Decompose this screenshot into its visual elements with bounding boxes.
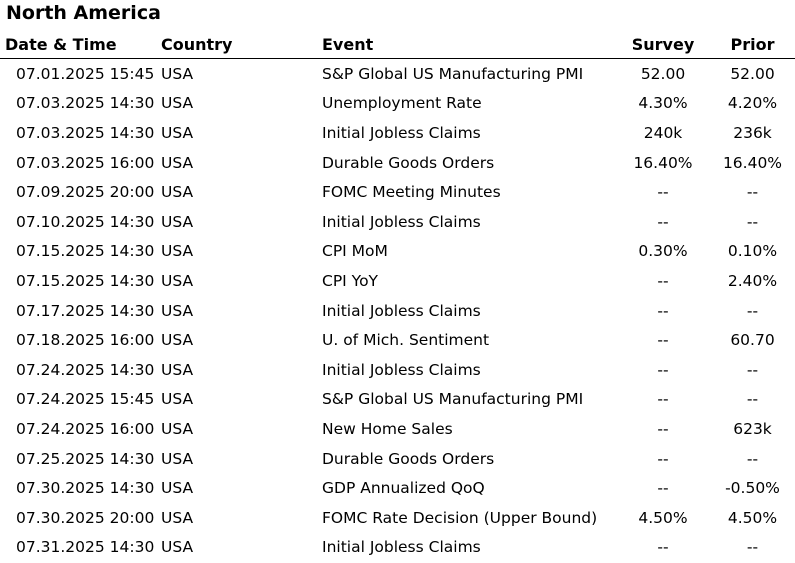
cell-event: New Home Sales bbox=[322, 419, 453, 438]
cell-country: USA bbox=[161, 64, 194, 83]
economic-calendar-table bbox=[0, 30, 795, 562]
cell-country: USA bbox=[161, 419, 194, 438]
cell-event: Initial Jobless Claims bbox=[322, 123, 481, 142]
cell-survey: -- bbox=[657, 212, 669, 231]
cell-country: USA bbox=[161, 183, 194, 202]
table-row bbox=[0, 444, 795, 474]
cell-survey: -- bbox=[657, 419, 669, 438]
cell-event: Initial Jobless Claims bbox=[322, 360, 481, 379]
cell-event: FOMC Meeting Minutes bbox=[322, 183, 501, 202]
cell-survey: -- bbox=[657, 271, 669, 290]
cell-date-time: 07.09.2025 20:00 bbox=[16, 183, 155, 202]
cell-prior: 4.50% bbox=[727, 508, 778, 527]
cell-prior: -- bbox=[746, 212, 759, 231]
cell-date-time: 07.01.2025 15:45 bbox=[16, 64, 155, 83]
cell-prior: -- bbox=[746, 301, 759, 320]
cell-event: S&P Global US Manufacturing PMI bbox=[322, 390, 584, 409]
cell-survey: -- bbox=[657, 360, 669, 379]
cell-survey: -- bbox=[657, 390, 669, 409]
cell-country: USA bbox=[161, 94, 194, 113]
cell-date-time: 07.03.2025 14:30 bbox=[16, 123, 155, 142]
cell-survey: 16.40% bbox=[633, 153, 693, 172]
column-header-event: Event bbox=[316, 30, 616, 59]
cell-country: USA bbox=[161, 331, 194, 350]
column-header-survey: Survey bbox=[616, 30, 710, 59]
cell-date-time: 07.30.2025 20:00 bbox=[16, 508, 155, 527]
cell-country: USA bbox=[161, 271, 194, 290]
table-row bbox=[0, 385, 795, 415]
cell-event: Durable Goods Orders bbox=[322, 153, 495, 172]
cell-country: USA bbox=[161, 360, 194, 379]
cell-date-time: 07.15.2025 14:30 bbox=[16, 271, 155, 290]
cell-event: U. of Mich. Sentiment bbox=[322, 331, 490, 350]
table-row bbox=[0, 503, 795, 533]
table-row bbox=[0, 296, 795, 326]
table-row bbox=[0, 89, 795, 119]
cell-event: FOMC Rate Decision (Upper Bound) bbox=[322, 508, 598, 527]
cell-event: Durable Goods Orders bbox=[322, 449, 495, 468]
cell-country: USA bbox=[161, 242, 194, 261]
cell-survey: 52.00 bbox=[640, 64, 686, 83]
cell-date-time: 07.24.2025 16:00 bbox=[16, 419, 155, 438]
cell-survey: -- bbox=[657, 479, 669, 498]
cell-prior: -0.50% bbox=[725, 479, 780, 498]
cell-date-time: 07.30.2025 14:30 bbox=[16, 479, 155, 498]
cell-prior: 60.70 bbox=[730, 331, 775, 350]
cell-date-time: 07.18.2025 16:00 bbox=[16, 331, 155, 350]
cell-date-time: 07.03.2025 16:00 bbox=[16, 153, 155, 172]
column-header-prior: Prior bbox=[710, 30, 795, 59]
cell-event: Initial Jobless Claims bbox=[322, 538, 481, 557]
cell-prior: -- bbox=[746, 360, 759, 379]
table-row bbox=[0, 207, 795, 237]
cell-prior: 16.40% bbox=[722, 153, 783, 172]
cell-country: USA bbox=[161, 212, 194, 231]
region-title: North America bbox=[6, 2, 161, 24]
cell-prior: 623k bbox=[733, 419, 772, 438]
table-row bbox=[0, 533, 795, 563]
cell-event: CPI YoY bbox=[322, 271, 379, 290]
cell-country: USA bbox=[161, 479, 194, 498]
cell-event: Unemployment Rate bbox=[322, 94, 482, 113]
table-row bbox=[0, 237, 795, 267]
table-row bbox=[0, 59, 795, 89]
cell-event: CPI MoM bbox=[322, 242, 388, 261]
cell-survey: -- bbox=[657, 301, 669, 320]
table-row bbox=[0, 473, 795, 503]
cell-prior: -- bbox=[746, 449, 759, 468]
cell-survey: 4.30% bbox=[638, 94, 688, 113]
cell-survey: 0.30% bbox=[638, 242, 688, 261]
table-header-row bbox=[0, 30, 795, 59]
cell-date-time: 07.03.2025 14:30 bbox=[16, 94, 155, 113]
cell-date-time: 07.17.2025 14:30 bbox=[16, 301, 155, 320]
cell-date-time: 07.24.2025 14:30 bbox=[16, 360, 155, 379]
cell-country: USA bbox=[161, 123, 194, 142]
cell-country: USA bbox=[161, 301, 194, 320]
cell-survey: -- bbox=[657, 538, 669, 557]
cell-prior: -- bbox=[746, 390, 759, 409]
table-row bbox=[0, 118, 795, 148]
cell-survey: 4.50% bbox=[638, 508, 688, 527]
cell-date-time: 07.24.2025 15:45 bbox=[16, 390, 155, 409]
cell-prior: 4.20% bbox=[727, 94, 778, 113]
cell-prior: -- bbox=[746, 183, 759, 202]
cell-country: USA bbox=[161, 508, 194, 527]
table-row bbox=[0, 355, 795, 385]
cell-event: Initial Jobless Claims bbox=[322, 301, 481, 320]
table-row bbox=[0, 177, 795, 207]
cell-country: USA bbox=[161, 390, 194, 409]
cell-date-time: 07.15.2025 14:30 bbox=[16, 242, 155, 261]
cell-survey: -- bbox=[657, 331, 669, 350]
cell-prior: 236k bbox=[733, 123, 772, 142]
column-header-date-time: Date & Time bbox=[0, 30, 158, 59]
cell-prior: -- bbox=[746, 538, 759, 557]
cell-date-time: 07.10.2025 14:30 bbox=[16, 212, 155, 231]
column-header-country: Country bbox=[158, 30, 316, 59]
cell-date-time: 07.31.2025 14:30 bbox=[16, 538, 155, 557]
cell-event: GDP Annualized QoQ bbox=[322, 479, 485, 498]
cell-country: USA bbox=[161, 153, 194, 172]
cell-survey: -- bbox=[657, 449, 669, 468]
cell-date-time: 07.25.2025 14:30 bbox=[16, 449, 155, 468]
table-row bbox=[0, 148, 795, 178]
cell-country: USA bbox=[161, 449, 194, 468]
table-row bbox=[0, 266, 795, 296]
cell-prior: 52.00 bbox=[730, 64, 775, 83]
cell-survey: 240k bbox=[643, 123, 683, 142]
cell-survey: -- bbox=[657, 183, 669, 202]
cell-event: S&P Global US Manufacturing PMI bbox=[322, 64, 584, 83]
cell-country: USA bbox=[161, 538, 194, 557]
table-row bbox=[0, 414, 795, 444]
cell-prior: 0.10% bbox=[727, 242, 778, 261]
table-row bbox=[0, 325, 795, 355]
cell-prior: 2.40% bbox=[727, 271, 778, 290]
cell-event: Initial Jobless Claims bbox=[322, 212, 481, 231]
